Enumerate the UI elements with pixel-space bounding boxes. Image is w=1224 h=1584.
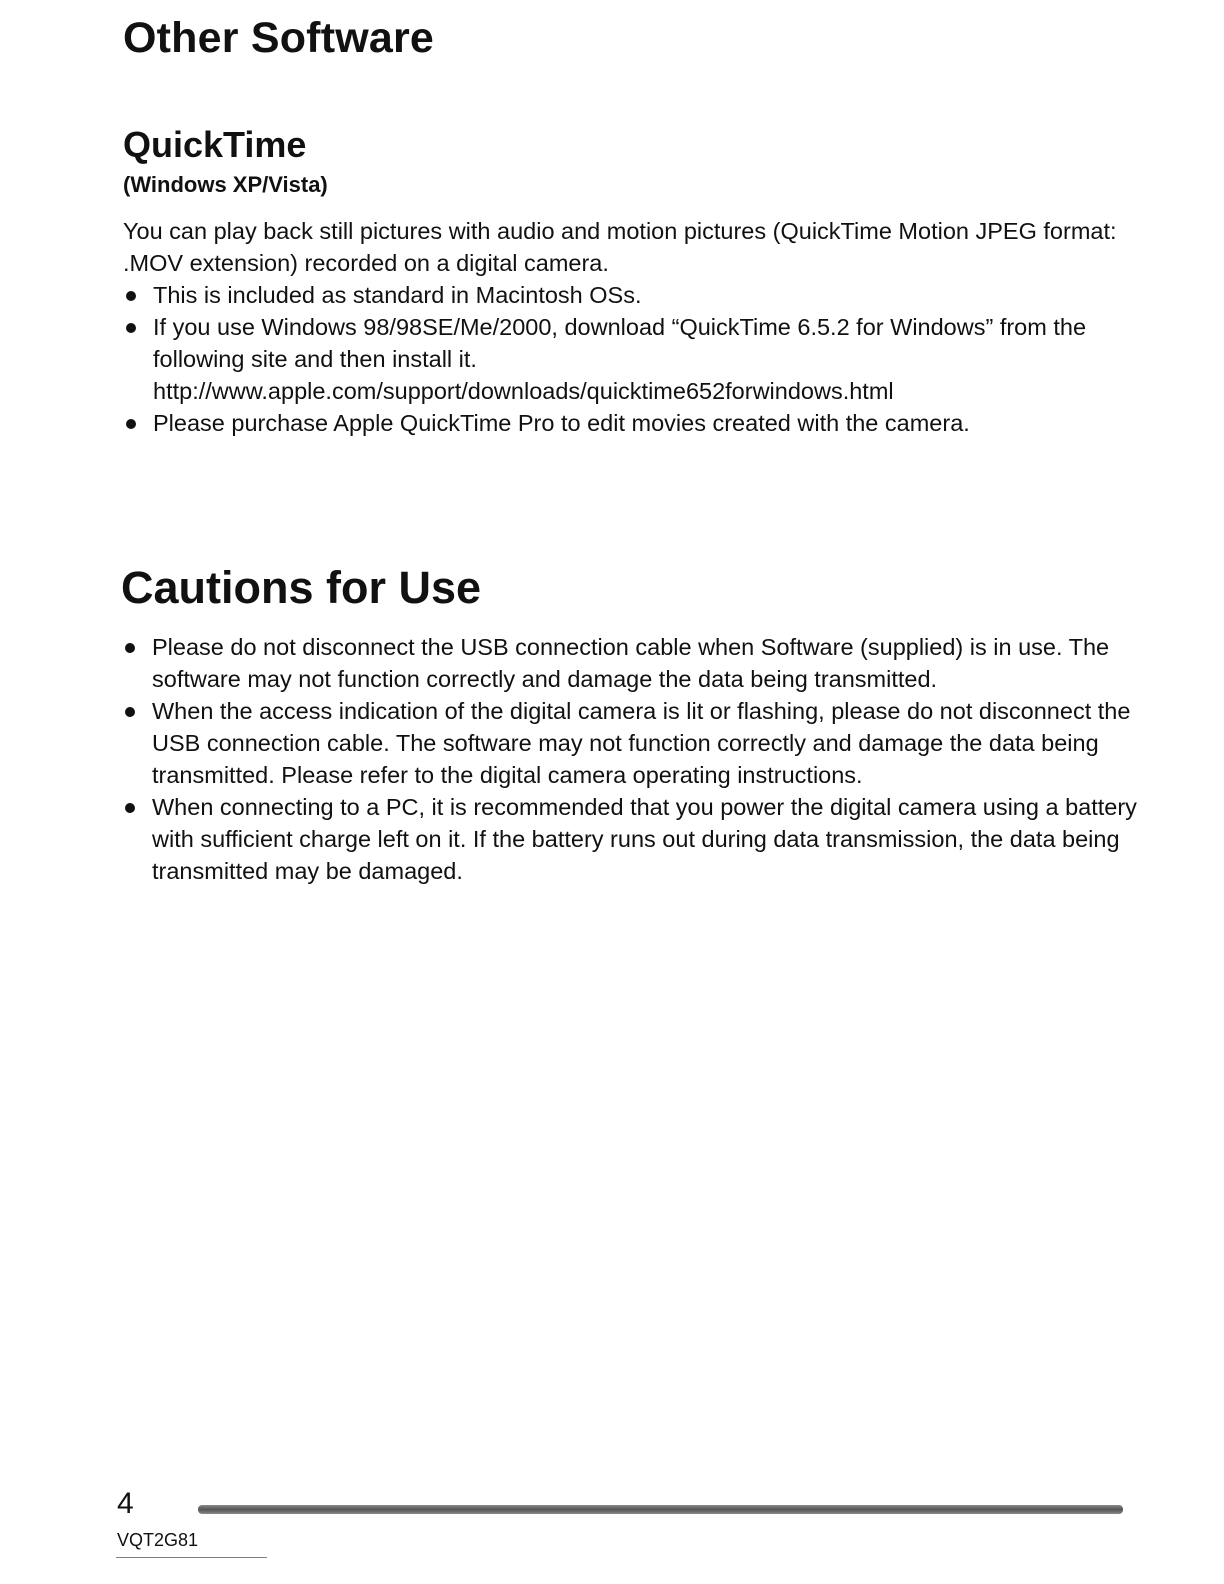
bullet-text: When the access indication of the digital camera is lit or flashing, please do not disconnect the USB connection cable. The software may not function correctly and damage the data being transmitted. Please refer to the digital camera operating instructions. [152,698,1131,788]
footer-rule [198,1505,1123,1514]
bullet-icon [126,323,136,333]
quicktime-platforms: (Windows XP/Vista) [123,172,328,197]
bullet-text: If you use Windows 98/98SE/Me/2000, download “QuickTime 6.5.2 for Windows” from the following site and then install it. [153,314,1087,372]
list-item [122,791,1142,887]
quicktime-bullet-list [123,279,1133,439]
bullet-icon [125,643,135,653]
document-code: VQT2G81 [117,1530,199,1550]
quicktime-intro: You can play back still pictures with audio and motion pictures (QuickTime Motion JPEG format: .MOV extension) recorded on a digital camera. [123,218,1117,276]
page-title: Other Software [123,14,435,62]
bullet-text: When connecting to a PC, it is recommended that you power the digital camera using a battery with sufficient charge left on it. If the battery runs out during data transmission, the data being transmitted may be damaged. [152,794,1137,884]
download-url: http://www.apple.com/support/downloads/quicktime652forwindows.html [153,378,894,404]
bullet-text: This is included as standard in Macintosh OSs. [153,282,642,308]
cautions-bullet-list [122,631,1142,887]
list-item [123,279,1133,311]
bullet-icon [126,291,136,301]
list-item [122,631,1142,695]
bullet-icon [125,803,135,813]
list-item [123,311,1133,407]
list-item [123,407,1133,439]
bullet-text: Please do not disconnect the USB connection cable when Software (supplied) is in use. The software may not function correctly and damage the data being transmitted. [152,634,1110,692]
footer-underline [116,1557,267,1558]
page-number: 4 [117,1487,134,1520]
quicktime-heading: QuickTime [123,124,307,165]
bullet-icon [125,707,135,717]
list-item [122,695,1142,791]
cautions-heading: Cautions for Use [121,562,482,613]
bullet-text: Please purchase Apple QuickTime Pro to edit movies created with the camera. [153,410,970,436]
bullet-icon [126,419,136,429]
